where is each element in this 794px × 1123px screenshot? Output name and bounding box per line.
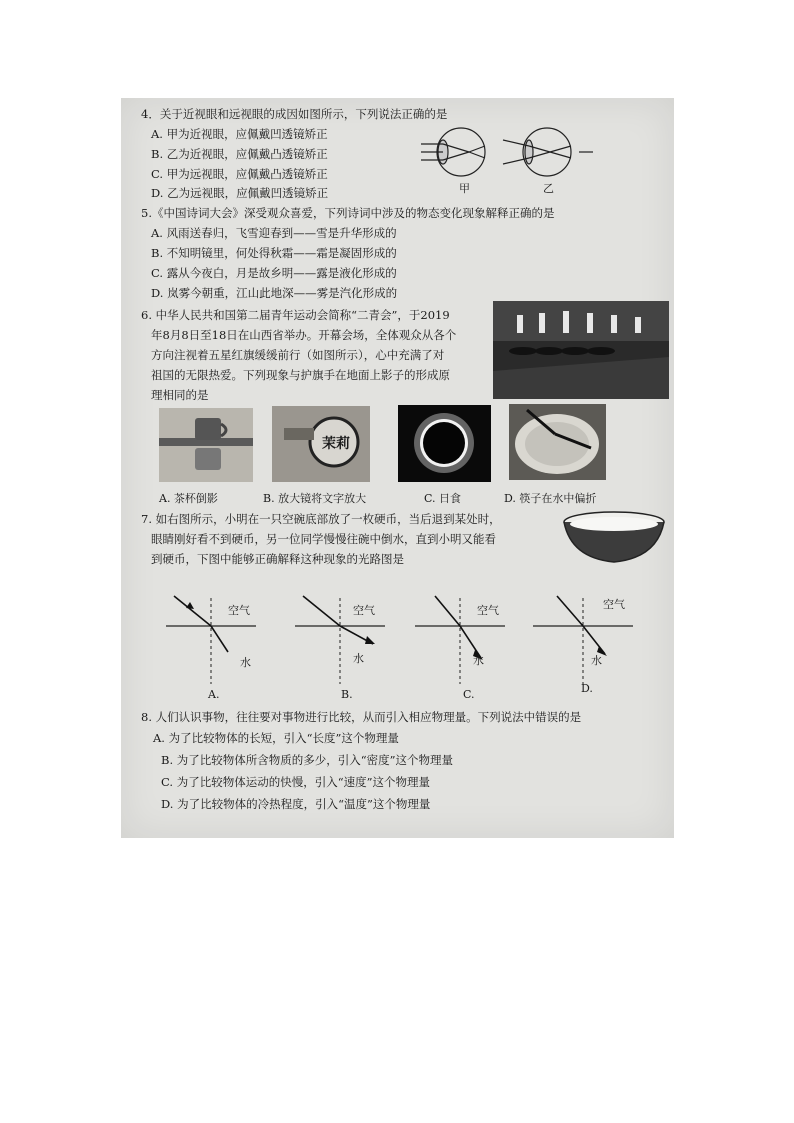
q6-option-b[interactable]: B. 放大镜将文字放大 [263, 492, 367, 505]
eye-yi-figure [503, 128, 593, 176]
q7-stem-line-2: 眼睛刚好看不到硬币，另一位同学慢慢往碗中倒水，直到小明又能看 [151, 532, 496, 546]
q4-option-c[interactable]: C. 甲为远视眼，应佩戴凸透镜矫正 [151, 167, 328, 181]
bowl-coin-figure [561, 508, 667, 568]
q4-eye-diagram [419, 122, 599, 202]
q7-d-label: D. [581, 682, 593, 695]
q7-b-air-label: 空气 [353, 604, 375, 617]
q6-stem-line-1: 6. 中华人民共和国第二届青年运动会简称“二青会”，于2019 [141, 308, 450, 322]
q7-diagram-c[interactable] [415, 592, 505, 702]
q7-d-air-label: 空气 [603, 598, 625, 611]
q7-c-label: C. [463, 688, 475, 701]
q7-d-water-label: 水 [591, 654, 602, 667]
q8-stem: 8. 人们认识事物，往往要对事物进行比较，从而引入相应物理量。下列说法中错误的是 [141, 710, 582, 724]
q8-option-b[interactable]: B. 为了比较物体所含物质的多少，引入“密度”这个物理量 [161, 753, 454, 767]
q4-stem: 4．关于近视眼和远视眼的成因如图所示，下列说法正确的是 [141, 107, 448, 121]
q7-a-air-label: 空气 [228, 604, 250, 617]
q7-c-water-label: 水 [473, 654, 484, 667]
magnifier-text: 茉莉 [322, 436, 350, 452]
magnifier-text-photo [272, 406, 370, 482]
q6-stem-line-4: 祖国的无限热爱。下列现象与护旗手在地面上影子的形成原 [151, 368, 450, 382]
q6-stem-line-2: 年8月8日至18日在山西省举办。开幕会场，全体观众从各个 [151, 328, 457, 342]
solar-eclipse-photo [398, 405, 491, 482]
q6-stem-line-5: 理相同的是 [151, 388, 209, 402]
q4-option-d[interactable]: D. 乙为远视眼，应佩戴凹透镜矫正 [151, 186, 329, 200]
q6-option-c[interactable]: C. 日食 [424, 492, 462, 505]
q7-stem-line-1: 7. 如右图所示，小明在一只空碗底部放了一枚硬币，当后退到某处时， [141, 512, 501, 526]
eye-jia-figure [421, 128, 485, 176]
q7-c-air-label: 空气 [477, 604, 499, 617]
q7-b-water-label: 水 [353, 652, 364, 665]
q4-option-a[interactable]: A. 甲为近视眼，应佩戴凹透镜矫正 [151, 127, 328, 141]
flag-ceremony-photo [493, 301, 669, 399]
q8-option-a[interactable]: A. 为了比较物体的长短，引入“长度”这个物理量 [153, 731, 399, 745]
q5-option-d[interactable]: D. 岚雾今朝重，江山此地深——雾是汽化形成的 [151, 286, 398, 300]
q7-diagram-b[interactable] [295, 592, 385, 702]
q8-option-c[interactable]: C. 为了比较物体运动的快慢，引入“速度”这个物理量 [161, 775, 430, 789]
q8-option-d[interactable]: D. 为了比较物体的冷热程度，引入“温度”这个物理量 [161, 797, 431, 811]
q7-diagram-d[interactable] [533, 592, 633, 702]
q7-a-label: A. [208, 688, 220, 701]
q5-option-c[interactable]: C. 露从今夜白，月是故乡明——露是液化形成的 [151, 266, 397, 280]
q5-option-a[interactable]: A. 风雨送春归，飞雪迎春到——雪是升华形成的 [151, 226, 397, 240]
eye-yi-label: 乙 [543, 182, 554, 195]
q6-option-d[interactable]: D. 筷子在水中偏折 [504, 492, 597, 505]
teacup-reflection-photo [159, 408, 253, 482]
q5-option-b[interactable]: B. 不知明镜里，何处得秋霜——霜是凝固形成的 [151, 246, 397, 260]
chopsticks-water-photo [509, 404, 606, 480]
q7-diagram-a[interactable] [166, 592, 256, 702]
q7-stem-line-3: 到硬币，下图中能够正确解释这种现象的光路图是 [151, 552, 404, 566]
q6-option-a[interactable]: A. 茶杯倒影 [159, 492, 218, 505]
eye-jia-label: 甲 [459, 182, 470, 195]
q7-a-water-label: 水 [240, 656, 251, 669]
q7-b-label: B. [341, 688, 353, 701]
q6-stem-line-3: 方向注视着五星红旗缓缓前行（如图所示），心中充满了对 [151, 348, 445, 362]
q5-stem: 5.《中国诗词大会》深受观众喜爱，下列诗词中涉及的物态变化现象解释正确的是 [141, 206, 555, 220]
exam-page-photo [121, 98, 674, 838]
q4-option-b[interactable]: B. 乙为近视眼，应佩戴凸透镜矫正 [151, 147, 328, 161]
